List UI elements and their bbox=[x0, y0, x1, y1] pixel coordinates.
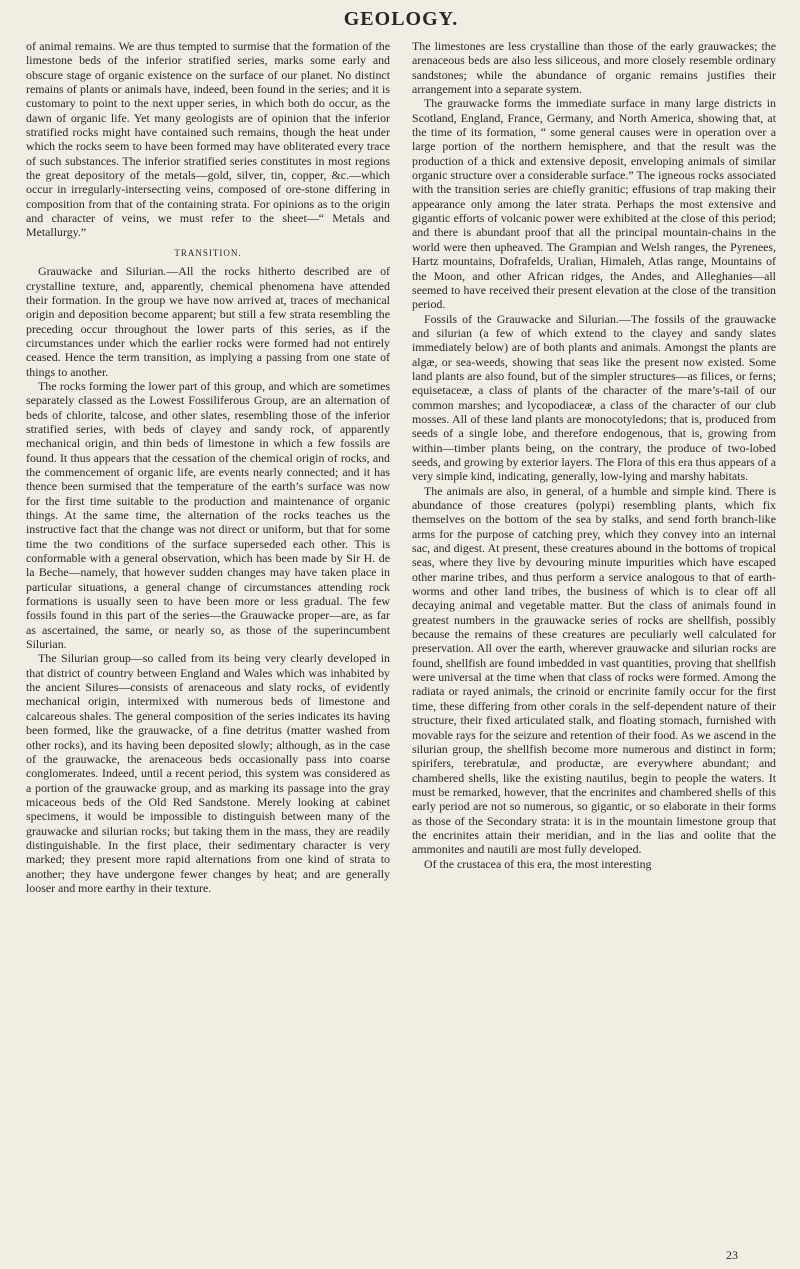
paragraph: The animals are also, in general, of a humble and simple kind. There is abundance of those creatures (polypi) resembling plants, which fix themselves on the bottom of the sea by stalks, and send forth branch-like arms for the purpose of catching prey, which they convey into an internal sac, and digest. At present, these creatures abound in the bottoms of tropical seas, where they live by devouring minute impurities which have escaped other marine tribes, and thus perform a service analogous to that of earth-worms and other land tribes, the business of which is to clear off all decaying animal and vegetable matter. But the class of animals found in greatest numbers in the grauwacke series of rocks are shellfish, possibly because the remains of these creatures are peculiarly well calculated for preservation. All over the earth, wherever grauwacke and silurian rocks are found, shellfish are found imbedded in vast quantities, proving that shellfish were universal at the time when that class of rocks were formed. Among the radiata or rayed animals, the crinoid or encrinite family occur for the first time, these differing from other corals in the self-dependent nature of their structure, their fixed articulated stalk, and floating stomach, furnished with movable rays for the seizure and retention of their food. As we ascend in the silurian group, the shellfish become more numerous and distinct in form; spirifers, terebratulæ, and productæ, are everywhere abundant; and chambered shells, like the existing nautilus, begin to people the waters. It must be remarked, however, that the encrinites and chambered shells of this early period are not so numerous, so gigantic, or so elaborate in their forms as those of the Secondary strata: it is in the mountain limestone group that the encrinites attain their meridian, and in the lias and oolite that the ammonites and nautili are most fully developed. bbox=[412, 483, 776, 857]
paragraph: of animal remains. We are thus tempted to surmise that the formation of the limestone beds of the inferior stratified series, marks some early and obscure stage of organic existence on the surface of our planet. No distinct remains of plants or animals have, indeed, been found in the series; and it is customary to point to the next upper series, in which both do occur, as the dawn of organic life. Yet many geologists are of opinion that the inferior stratified rocks might have contained such remains, though the heat under which the rocks seem to have been formed may have obliterated every trace of such substances. The inferior stratified series constitutes in most regions the great depository of the metals—gold, silver, tin, copper, &c.—which occur in irregularly-intersecting veins, composed of ore-stone differing in composition from that of the containing strata. For opinions as to the origin and character of veins, we must refer to the sheet—“ Metals and Metallurgy.” bbox=[26, 39, 390, 240]
right-column bbox=[412, 39, 776, 895]
text-columns bbox=[26, 39, 776, 895]
paragraph: The Silurian group—so called from its being very clearly developed in that district of country between England and Wales which was inhabited by the ancient Silures—consists of arenaceous and slaty rocks, of evidently mechanical origin, intermixed with numerous beds of limestone and calcareous shales. The general composition of the series indicates its having been formed, like the grauwacke, of a fine detritus (matter washed from other rocks), and its having been deposited slowly; although, as in the case of the grauwacke, the arenaceous beds occasionally pass into coarse conglomerates. Indeed, until a recent period, this system was considered as a portion of the grauwacke group, and as marking its passage into the gray micaceous beds of the Old Red Sandstone. Merely looking at cabinet specimens, it would be impossible to distinguish between many of the grauwacke and silurian rocks; but taking them in the mass, they are readily distinguishable. In the first place, their sedimentary character is very marked; they present more rapid alternations from one kind of strata to another; they have undergone fewer changes by heat; and are generally looser and more earthy in their texture. bbox=[26, 651, 390, 895]
paragraph: The limestones are less crystalline than those of the early grauwackes; the arenaceous beds are also less siliceous, and more closely resemble ordinary sandstones; while the abundance of organic remains justifies their arrangement into a separate system. bbox=[412, 39, 776, 97]
paragraph: The grauwacke forms the immediate surface in many large districts in Scotland, England, France, Germany, and North America, showing that, at the time of its formation, “ some general causes were in operation over a large portion of the northern hemisphere, and that the result was the production of a thick and extensive deposit, enveloping animals of similar organic structure over a considerable surface.” The igneous rocks associated with the transition series are chiefly granitic; effusions of trap making their appearance only among the later strata. Perhaps the most extensive and gigantic efforts of volcanic power were exhibited at the close of this period; and there is abundant proof that all the principal mountain-chains in the world were then upheaved. The Grampian and Welsh ranges, the Pyrenees, Hartz mountains, Dofrafelds, Uralian, Himaleh, Atlas range, Mountains of the Moon, and other African ridges, the Andes, and Alleghanies—all seemed to have received their present elevation at the close of the transition period. bbox=[412, 96, 776, 312]
paragraph: Grauwacke and Silurian.—All the rocks hitherto described are of crystalline texture, and, apparently, chemical phenomena have attended their formation. In the group we have now arrived at, traces of mechanical origin and deposition become apparent; but still a few strata resembling the preceding occur throughout the lower parts of this series, as if the circumstances under which the earlier rocks were formed had not entirely ceased. Hence the term transition, as implying a passing from one state of things to another. bbox=[26, 264, 390, 379]
page-number: 23 bbox=[726, 1248, 738, 1262]
left-column bbox=[26, 39, 390, 895]
paragraph: Fossils of the Grauwacke and Silurian.—The fossils of the grauwacke and silurian (a few of which extend to the clayey and sandy slates immediately below) are of both plants and animals. Amongst the plants are algæ, or sea-weeds, showing that seas like the present now existed. Some land plants are also found, but of the simpler structures—as filices, or ferns; equisetaceæ, a class of plants of the character of the mare’s-tail of our common marshes; and lycopodiaceæ, a class of the character of our club mosses. All of these land plants are monocotyledons; that is, produced from seeds of a single lobe, and therefore endogenous, that is, growing from within—timber plants being, on the contrary, the produce of two-lobed seeds, and growing by exterior layers. The Flora of this era thus appears of a very simple kind, indicating, generally, low-lying and marshy habitats. bbox=[412, 311, 776, 484]
section-heading: TRANSITION. bbox=[174, 247, 242, 258]
running-head: GEOLOGY. bbox=[343, 8, 459, 30]
paragraph: The rocks forming the lower part of this group, and which are sometimes separately classed as the Lowest Fossiliferous Group, are an alternation of beds of chlorite, talcose, and other slates, resembling those of the inferior stratified series, with beds of clayey and sandy rock, of apparently mechanical origin, and thin beds of limestone in which a few fossils are found. It thus appears that the cessation of the chemical origin of rocks, and the commencement of organic life, are events nearly connected; and it has thence been surmised that the temperature of the earth’s surface was now for the first time suitable to the production and maintenance of organic things. At the same time, the alternation of the rocks teaches us the instructive fact that the change was not direct or uniform, but that for some time the two conditions of the surface superseded each other. This is conformable with a general observation, which has been made by Sir H. de la Beche—namely, that however sudden changes may have taken place in particular situations, a general change of circumstances attending rock formations is usually seen to have been more or less gradual. The few fossils found in this part of the series—the Grauwacke proper—are, as far as ascertained, the same, or nearly so, as those of the superincumbent Silurian. bbox=[26, 378, 390, 652]
paragraph: Of the crustacea of this era, the most interesting bbox=[424, 856, 652, 871]
